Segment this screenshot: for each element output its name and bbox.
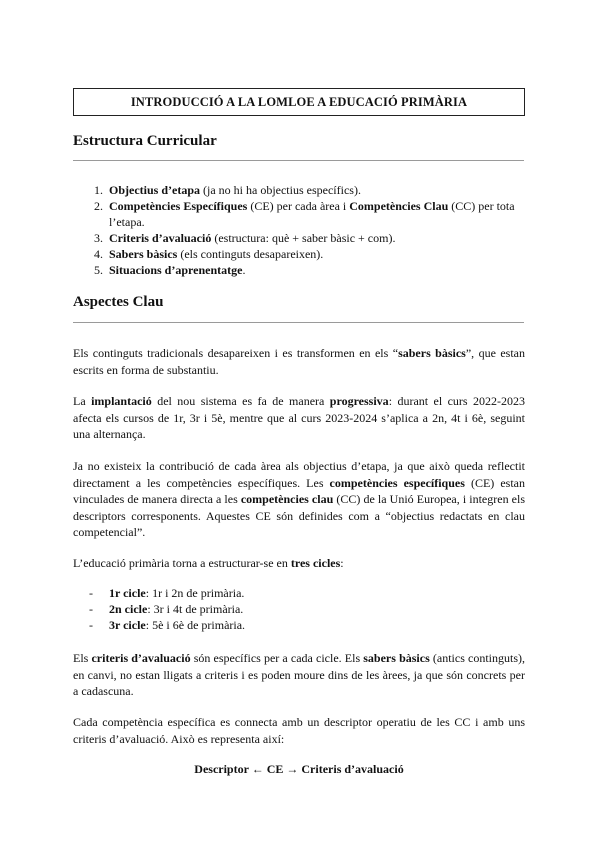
document-title: INTRODUCCIÓ A LA LOMLOE A EDUCACIÓ PRIMÀRIA [73, 88, 525, 116]
paragraph-criteria: Els criteris d’avaluació són específics per a cada cicle. Els sabers bàsics (antics continguts), en canvi, no estan lligats a criteris i es poden moure dins de les àrees, ja que són concrets per a cadascuna. [73, 651, 525, 698]
paragraph-competences: Ja no existeix la contribució de cada àrea als objectius d’etapa, ja que això queda reflectit directament a les competències específiques. Les competències específiques (CE) estan vinculades de manera directa a les competències clau (CC) de la Unió Europea, i integren els descriptors corresponents. Aquestes CE són definides com a “objectius redactats en clau competencial”. [73, 459, 526, 539]
formula-relation: Descriptor ← CE → Criteris d’avaluació [194, 762, 404, 776]
section-heading-key-aspects: Aspectes Clau [73, 294, 164, 310]
cycles-list [89, 585, 509, 633]
divider [73, 322, 524, 323]
list-item: 5. Situacions d’aprenentatge. [94, 263, 246, 277]
paragraph-implantation: La implantació del nou sistema es fa de manera progressiva: durant el curs 2022-2023 afecta els cursos de 1r, 3r i 5è, mentre que al curs 2023-2024 s’aplica a 2n, 4t i 6è, seguint una alternança. [73, 394, 526, 441]
divider [73, 160, 524, 161]
list-item: - 1r cicle: 1r i 2n de primària. [89, 586, 245, 600]
paragraph-sabers: Els continguts tradicionals desapareixen i es transformen en els “sabers bàsics”, que estan escrits en forma de substantiu. [73, 346, 526, 377]
list-item: - 2n cicle: 3r i 4t de primària. [89, 602, 244, 616]
curricular-structure-list [85, 182, 525, 278]
list-item: 3. Criteris d’avaluació (estructura: què + saber bàsic + com). [94, 231, 396, 245]
list-item: 2. Competències Específiques (CE) per cada àrea i Competències Clau (CC) per tota l’etapa. [94, 199, 515, 229]
paragraph-descriptor: Cada competència específica es connecta amb un descriptor operatiu de les CC i amb uns criteris d’avaluació. Això es representa així: [73, 715, 525, 746]
paragraph-cycles-intro: L’educació primària torna a estructurar-se en tres cicles: [73, 556, 344, 570]
section-heading-structure: Estructura Curricular [73, 133, 217, 149]
list-item: 4. Sabers bàsics (els continguts desapareixen). [94, 247, 324, 261]
list-item: 1. Objectius d’etapa (ja no hi ha objectius específics). [94, 183, 361, 197]
list-item: - 3r cicle: 5è i 6è de primària. [89, 618, 246, 632]
